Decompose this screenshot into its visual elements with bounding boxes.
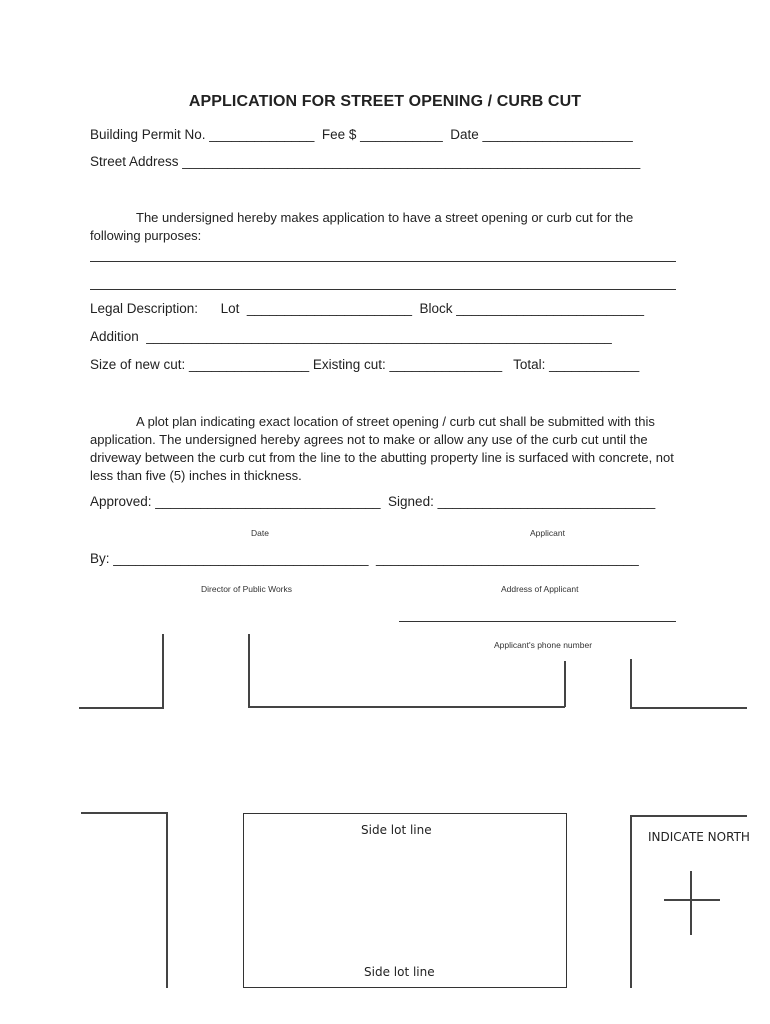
address-caption: Address of Applicant (501, 584, 579, 594)
phone-caption: Applicant's phone number (494, 640, 593, 650)
lot-box (243, 813, 567, 988)
purpose-blank-line-2[interactable] (90, 289, 676, 290)
addition-line[interactable]: Addition ______________________________________________________________ (90, 329, 612, 344)
diagram-line (166, 812, 168, 988)
side-lot-line-top-label: Side lot line (361, 823, 432, 837)
date-caption: Date (251, 528, 269, 538)
purpose-blank-line-1[interactable] (90, 261, 676, 262)
plot-plan-paragraph: A plot plan indicating exact location of street opening / curb cut shall be submitted with this application. The undersigned hereby agrees not to make or allow any use of the curb cut until the driveway between the curb cut from the line to the abutting property line is surfaced with concrete, not less than five (5) inches in thickness. (90, 414, 674, 483)
approved-signed-line[interactable]: Approved: ______________________________ Signed: _____________________________ (90, 494, 656, 509)
purpose-paragraph: The undersigned hereby makes application to have a street opening or curb cut for the following purposes: (90, 210, 634, 243)
indicate-north-label: INDICATE NORTH (648, 830, 750, 844)
diagram-line (81, 812, 167, 814)
cut-size-line[interactable]: Size of new cut: ________________ Existing cut: _______________ Total: ____________ (90, 357, 640, 372)
diagram-line (630, 659, 632, 708)
street-address-line[interactable]: Street Address _____________________________________________________________ (90, 154, 641, 169)
diagram-line (630, 707, 747, 709)
diagram-line (630, 815, 747, 817)
side-lot-line-bottom-label: Side lot line (364, 965, 435, 979)
legal-description-line[interactable]: Legal Description: Lot ______________________ Block _________________________ (90, 301, 644, 316)
diagram-line (248, 706, 565, 708)
diagram-line (564, 661, 566, 707)
diagram-line (79, 707, 164, 709)
phone-blank-line[interactable] (399, 621, 676, 622)
director-caption: Director of Public Works (201, 584, 293, 594)
applicant-caption: Applicant (530, 528, 565, 538)
permit-fee-date-line[interactable]: Building Permit No. ______________ Fee $ ___________ Date ____________________ (90, 127, 633, 142)
diagram-line (162, 634, 164, 708)
form-title: APPLICATION FOR STREET OPENING / CURB CUT (188, 93, 582, 110)
north-arrow-crossbar-icon (664, 899, 720, 901)
by-address-line[interactable]: By: __________________________________ ___________________________________ (90, 551, 639, 566)
north-arrow-icon[interactable] (690, 871, 692, 935)
diagram-line (630, 815, 632, 988)
diagram-line (248, 634, 250, 707)
